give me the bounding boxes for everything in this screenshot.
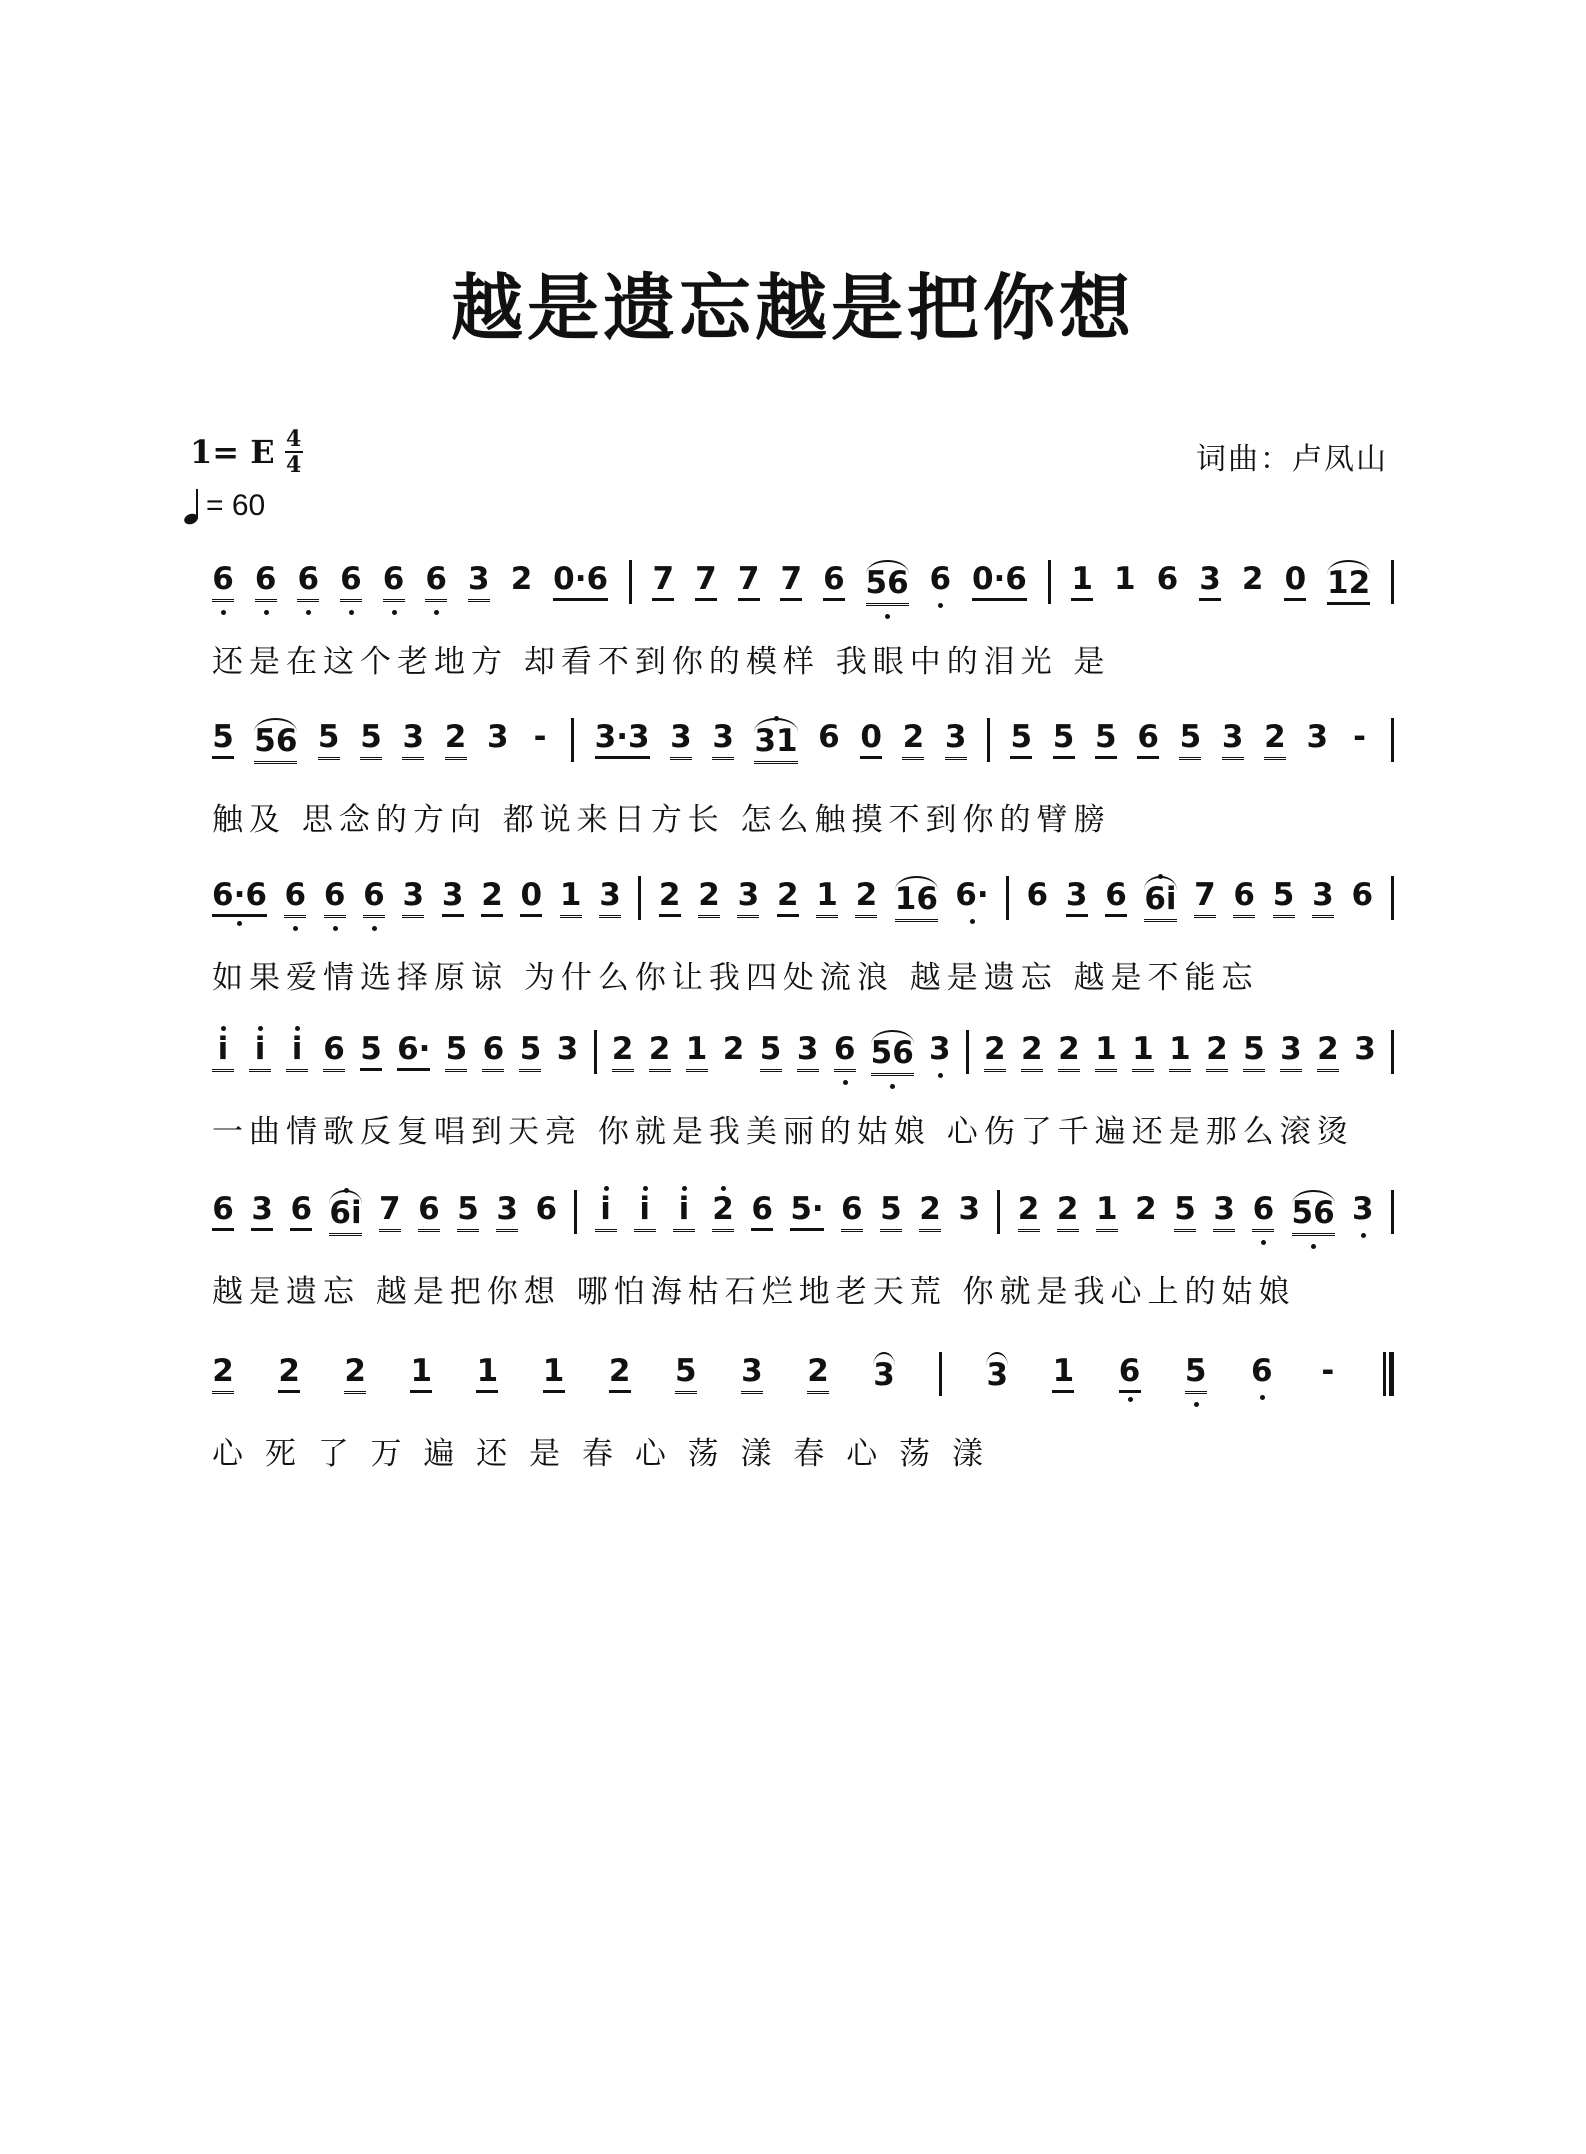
note: 1 bbox=[1132, 1030, 1154, 1072]
barline bbox=[966, 1030, 969, 1074]
key-text: 1= E bbox=[190, 433, 275, 471]
note: 2 bbox=[1018, 1190, 1040, 1232]
note: 31 bbox=[754, 718, 797, 764]
note: 6 bbox=[751, 1190, 773, 1231]
lyrics-line: 一曲情歌反复唱到天亮 你就是我美丽的姑娘 心伤了千遍还是那么滚烫 bbox=[212, 1114, 1354, 1150]
barline bbox=[638, 876, 641, 920]
barline bbox=[987, 718, 990, 762]
composer-credit: 词曲：卢凤山 bbox=[1196, 442, 1388, 477]
notes-line bbox=[212, 1352, 1394, 1432]
note: 5 bbox=[1185, 1352, 1207, 1394]
note: 6 bbox=[841, 1190, 863, 1232]
note: 5 bbox=[457, 1190, 479, 1232]
note: 2 bbox=[1057, 1190, 1079, 1232]
note: 6 bbox=[1250, 1353, 1273, 1389]
note: i bbox=[595, 1190, 617, 1232]
note: 6 bbox=[929, 561, 952, 597]
note: 3 bbox=[599, 876, 621, 918]
key-signature bbox=[190, 428, 303, 476]
note: 12 bbox=[1327, 560, 1370, 605]
note: 6 bbox=[1156, 561, 1179, 597]
note: 6 bbox=[383, 560, 405, 602]
note: 6 bbox=[418, 1190, 440, 1232]
note: i bbox=[249, 1030, 271, 1072]
lyrics-line: 触及 思念的方向 都说来日方长 怎么触摸不到你的臂膀 bbox=[212, 802, 1111, 838]
note: 3 bbox=[251, 1190, 273, 1231]
note: 3 bbox=[670, 718, 692, 760]
note: 6 bbox=[818, 719, 840, 755]
note: 6 bbox=[1119, 1352, 1141, 1393]
note: 6· bbox=[397, 1030, 430, 1071]
note: 5 bbox=[1174, 1190, 1196, 1232]
note: 6 bbox=[363, 876, 385, 918]
lyrics-line: 心 死 了 万 遍 还 是 春 心 荡 漾 春 心 荡 漾 bbox=[212, 1436, 989, 1472]
note: 3 bbox=[442, 876, 464, 917]
note: 3 bbox=[1199, 560, 1221, 601]
note: 5 bbox=[1179, 718, 1201, 760]
barline bbox=[1391, 718, 1394, 762]
note: 3 bbox=[1222, 718, 1244, 760]
score-line-3 bbox=[212, 876, 1394, 1000]
note: 56 bbox=[1292, 1190, 1335, 1236]
note: 2 bbox=[649, 1030, 671, 1072]
note: 5 bbox=[1010, 718, 1032, 759]
note: 56 bbox=[871, 1030, 914, 1076]
note: 5 bbox=[318, 718, 340, 760]
note: 2 bbox=[609, 1352, 631, 1393]
barline bbox=[594, 1030, 597, 1074]
note: 2 bbox=[807, 1352, 829, 1394]
note: 5 bbox=[1273, 876, 1295, 918]
barline bbox=[1391, 560, 1394, 604]
note: 3 bbox=[986, 1352, 1008, 1394]
barline bbox=[574, 1190, 577, 1234]
note: 1 bbox=[1095, 1030, 1117, 1072]
note-dash: - bbox=[1321, 1353, 1335, 1389]
note: 6 bbox=[323, 1030, 345, 1072]
score-line-1 bbox=[212, 560, 1394, 684]
note: 6 bbox=[212, 1190, 234, 1231]
note: 5 bbox=[880, 1190, 902, 1232]
note: 2 bbox=[984, 1030, 1006, 1072]
notes-line bbox=[212, 876, 1394, 956]
final-barline bbox=[1383, 1352, 1394, 1396]
note: 7 bbox=[695, 560, 717, 601]
note: 6 bbox=[1351, 877, 1374, 913]
note: 2 bbox=[212, 1352, 234, 1394]
note: 6 bbox=[1252, 1190, 1274, 1232]
note: 7 bbox=[1194, 876, 1216, 918]
note: 1 bbox=[543, 1352, 565, 1393]
note: 6 bbox=[212, 560, 234, 602]
note: 3 bbox=[712, 718, 734, 760]
note: 6 bbox=[340, 560, 362, 602]
note: 2 bbox=[919, 1190, 941, 1232]
quarter-note-icon bbox=[184, 488, 200, 524]
note: 6 bbox=[425, 560, 447, 602]
note: 6 bbox=[1137, 718, 1159, 759]
barline bbox=[629, 560, 632, 604]
note: 6 bbox=[290, 1190, 312, 1231]
time-signature bbox=[285, 428, 303, 476]
note: 3 bbox=[1312, 876, 1334, 918]
note: 6 bbox=[324, 876, 346, 918]
note: 5 bbox=[360, 1030, 382, 1071]
note: 1 bbox=[1052, 1352, 1074, 1393]
barline bbox=[1006, 876, 1009, 920]
note: 3 bbox=[402, 876, 424, 918]
note: 6 bbox=[1105, 876, 1127, 917]
note: 0·6 bbox=[972, 560, 1027, 601]
note: i bbox=[673, 1190, 695, 1232]
note: 1 bbox=[1169, 1030, 1191, 1072]
lyrics-line: 如果爱情选择原谅 为什么你让我四处流浪 越是遗忘 越是不能忘 bbox=[212, 960, 1259, 996]
note: 3 bbox=[741, 1352, 763, 1394]
note: 3 bbox=[797, 1030, 819, 1072]
barline bbox=[1391, 1030, 1394, 1074]
note: 2 bbox=[659, 876, 681, 917]
note: 2 bbox=[777, 876, 799, 917]
notes-line bbox=[212, 718, 1394, 798]
score-line-2 bbox=[212, 718, 1394, 842]
note: 2 bbox=[1241, 561, 1264, 597]
note: 2 bbox=[445, 718, 467, 760]
note: 3 bbox=[402, 718, 424, 760]
note: i bbox=[634, 1190, 656, 1232]
note: 1 bbox=[410, 1352, 432, 1393]
note: 2 bbox=[612, 1030, 634, 1072]
note: 6 bbox=[834, 1030, 856, 1072]
note: 3 bbox=[929, 1031, 951, 1067]
note: 3 bbox=[556, 1031, 579, 1067]
note: 3·3 bbox=[595, 718, 650, 759]
note: 7 bbox=[738, 560, 760, 601]
note-dash: - bbox=[1353, 719, 1366, 755]
note: 2 bbox=[1058, 1030, 1080, 1072]
note: 3 bbox=[1066, 876, 1088, 917]
barline bbox=[1391, 876, 1394, 920]
time-bottom: 4 bbox=[285, 452, 302, 478]
note: 6 bbox=[1233, 876, 1255, 918]
note: 5 bbox=[1095, 718, 1117, 759]
note: 5 bbox=[760, 1030, 782, 1072]
note: 6 bbox=[255, 560, 277, 602]
note: 6· bbox=[955, 877, 989, 913]
note: 5 bbox=[212, 718, 234, 759]
note: 0 bbox=[1284, 560, 1306, 601]
note: 5 bbox=[360, 718, 382, 760]
note: 3 bbox=[737, 876, 759, 918]
note: 2 bbox=[510, 561, 533, 597]
note: 7 bbox=[379, 1190, 401, 1232]
note: 6 bbox=[284, 876, 306, 918]
note: 7 bbox=[780, 560, 802, 601]
note: 6·6 bbox=[212, 876, 267, 917]
note: 3 bbox=[1354, 1031, 1376, 1067]
lyrics-line: 还是在这个老地方 却看不到你的模样 我眼中的泪光 是 bbox=[212, 644, 1111, 680]
note: 2 bbox=[1021, 1030, 1043, 1072]
note: 56 bbox=[866, 560, 909, 606]
note: 6 bbox=[482, 1030, 504, 1072]
note-dash: - bbox=[533, 719, 547, 755]
barline bbox=[571, 718, 574, 762]
note: 6i bbox=[329, 1190, 361, 1236]
note: 6 bbox=[297, 560, 319, 602]
notes-line bbox=[212, 560, 1394, 640]
note: i bbox=[286, 1030, 308, 1072]
lyrics-line: 越是遗忘 越是把你想 哪怕海枯石烂地老天荒 你就是我心上的姑娘 bbox=[212, 1274, 1296, 1310]
note: 2 bbox=[722, 1031, 745, 1067]
note: 3 bbox=[468, 560, 490, 602]
note: 1 bbox=[1096, 1190, 1118, 1232]
note: 5 bbox=[675, 1352, 697, 1394]
time-top: 4 bbox=[285, 426, 302, 452]
note: 5 bbox=[519, 1030, 541, 1072]
note: 3 bbox=[873, 1352, 895, 1394]
note: 5 bbox=[1053, 718, 1075, 759]
tempo-text: = 60 bbox=[206, 489, 266, 522]
score-line-5 bbox=[212, 1190, 1394, 1314]
note: 2 bbox=[712, 1190, 734, 1232]
note: 1 bbox=[816, 876, 838, 918]
barline bbox=[1391, 1190, 1394, 1234]
note: 1 bbox=[1071, 560, 1093, 601]
note: i bbox=[212, 1030, 234, 1072]
barline bbox=[939, 1352, 942, 1396]
note: 6 bbox=[1026, 877, 1049, 913]
song-title: 越是遗忘越是把你想 bbox=[450, 265, 1135, 350]
barline bbox=[997, 1190, 1000, 1234]
note: 3 bbox=[958, 1191, 981, 1227]
note: 6 bbox=[823, 560, 845, 601]
note: 3 bbox=[1213, 1190, 1235, 1232]
note: 1 bbox=[476, 1352, 498, 1393]
note: 5 bbox=[445, 1030, 467, 1072]
note: 2 bbox=[902, 718, 924, 760]
note: 0 bbox=[860, 718, 882, 759]
note: 0·6 bbox=[553, 560, 608, 601]
note: 2 bbox=[278, 1352, 300, 1393]
note: 6i bbox=[1144, 876, 1176, 922]
note: 2 bbox=[698, 876, 720, 918]
note: 0 bbox=[520, 876, 542, 917]
note: 5· bbox=[790, 1190, 823, 1231]
note: 3 bbox=[945, 718, 967, 760]
note: 3 bbox=[496, 1190, 518, 1232]
notes-line bbox=[212, 1190, 1394, 1270]
barline bbox=[1048, 560, 1051, 604]
note: 6 bbox=[535, 1191, 558, 1227]
note: 2 bbox=[1135, 1191, 1157, 1227]
note: 2 bbox=[344, 1352, 366, 1394]
note: 3 bbox=[487, 719, 509, 755]
score-line-4 bbox=[212, 1030, 1394, 1154]
note: 2 bbox=[1264, 718, 1286, 760]
note: 1 bbox=[686, 1030, 708, 1072]
note: 2 bbox=[481, 876, 503, 917]
note: 2 bbox=[855, 876, 877, 918]
tempo-marking bbox=[184, 488, 265, 524]
note: 7 bbox=[652, 560, 674, 601]
note: 2 bbox=[1206, 1030, 1228, 1072]
note: 56 bbox=[254, 718, 297, 764]
note: 2 bbox=[1317, 1030, 1339, 1072]
note: 3 bbox=[1280, 1030, 1302, 1072]
note: 3 bbox=[1306, 719, 1329, 755]
note: 1 bbox=[560, 876, 582, 918]
score-line-6 bbox=[212, 1352, 1394, 1476]
note: 5 bbox=[1243, 1030, 1265, 1072]
note: 3 bbox=[1351, 1191, 1374, 1227]
note: 16 bbox=[895, 876, 938, 922]
notes-line bbox=[212, 1030, 1394, 1110]
note: 1 bbox=[1114, 561, 1136, 597]
